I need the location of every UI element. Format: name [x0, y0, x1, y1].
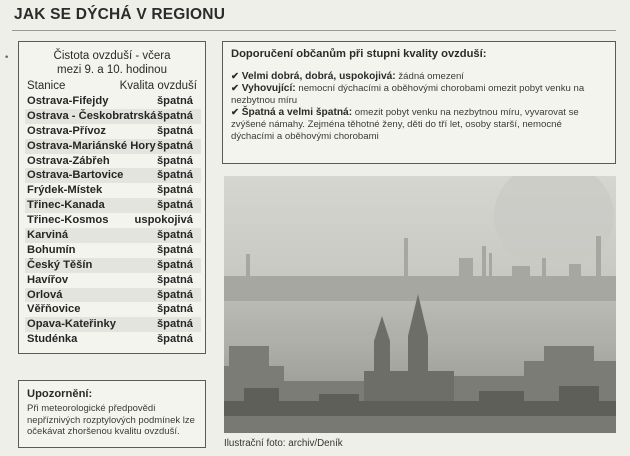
table-row: [25, 109, 201, 124]
station-name: Frýdek-Místek: [27, 184, 103, 197]
table-row: [25, 288, 201, 303]
table-row: [25, 302, 201, 317]
station-name: Havířov: [27, 273, 69, 286]
column-header-station: Stanice: [27, 80, 66, 92]
quality-value: uspokojivá: [134, 214, 193, 227]
quality-value: špatná: [156, 124, 193, 137]
recommendation-list: [231, 71, 607, 143]
quality-value: špatná: [156, 288, 193, 301]
quality-value: špatná: [156, 303, 193, 316]
table-row: [25, 154, 201, 169]
bullet-dot-icon: •: [4, 53, 10, 63]
recommendation-label: Vyhovující:: [241, 83, 296, 94]
table-row: [25, 168, 201, 183]
station-name: Třinec-Kanada: [27, 199, 105, 212]
photo-caption: Ilustrační foto: archiv/Deník: [224, 438, 343, 449]
quality-value: špatná: [156, 95, 193, 107]
table-row: [25, 139, 201, 154]
quality-value: špatná: [156, 139, 193, 152]
quality-value: špatná: [156, 243, 193, 256]
city-smog-photo: [224, 176, 616, 433]
quality-value: špatná: [156, 273, 193, 286]
table-row: [25, 228, 201, 243]
table-row: [25, 273, 201, 288]
table-rows: [25, 94, 205, 347]
table-row: [25, 258, 201, 273]
warning-title: Upozornění:: [27, 388, 93, 400]
table-title-line2: mezi 9. a 10. hodinou: [57, 64, 167, 76]
recommendation-item: [231, 71, 607, 83]
station-name: Ostrava-Mariánské Hory: [27, 139, 156, 152]
recommendation-label: Špatná a velmi špatná:: [241, 107, 353, 118]
recommendation-title: Doporučení občanům při stupni kvality ovzduší:: [231, 48, 487, 60]
headline-rule: [12, 30, 616, 31]
station-name: Věřňovice: [27, 303, 81, 316]
table-row: [25, 183, 201, 198]
quality-value: špatná: [156, 169, 193, 182]
station-name: Ostrava-Zábřeh: [27, 154, 110, 167]
station-name: Orlová: [27, 288, 63, 301]
table-row: [25, 94, 201, 109]
recommendation-item: [231, 107, 607, 143]
quality-value: špatná: [156, 318, 193, 331]
checkmark-icon: ✔: [231, 83, 242, 94]
station-name: Studénka: [27, 333, 78, 346]
table-row: [25, 124, 201, 139]
table-row: [25, 213, 201, 228]
recommendation-text: nemocní dýchacími a oběhovými chorobami omezit pobyt venku na nezbytnou míru: [231, 83, 585, 106]
headline: JAK SE DÝCHÁ V REGIONU: [14, 6, 226, 23]
table-title-line1: Čistota ovzduší - včera: [53, 50, 171, 62]
checkmark-icon: ✔: [231, 71, 242, 82]
recommendation-box: [222, 41, 616, 164]
quality-value: špatná: [156, 258, 193, 271]
quality-value: špatná: [156, 229, 193, 242]
recommendation-text: omezit pobyt venku na nezbytnou míru, vyvarovat se zvýšené námahy. Zejména těhotné ženy, děti do tří let, osoby starší, nemocné dýchacími a oběhovými chorobami: [231, 107, 579, 142]
station-name: Ostrava - Českobratrská: [27, 109, 157, 122]
warning-text: Při meteorologické předpovědi nepříznivých rozptylových podmínek lze očekávat zhoršenou kvalitu ovzduší.: [27, 403, 195, 438]
station-name: Ostrava-Přívoz: [27, 124, 106, 137]
recommendation-item: [231, 83, 607, 107]
table-row: [25, 243, 201, 258]
column-header-quality: Kvalita ovzduší: [119, 80, 197, 92]
table-row: [25, 317, 201, 332]
air-quality-table: [18, 41, 206, 354]
quality-value: špatná: [156, 154, 193, 167]
station-name: Bohumín: [27, 243, 76, 256]
station-name: Třinec-Kosmos: [27, 214, 109, 227]
table-row: [25, 332, 201, 347]
table-header: [27, 80, 205, 94]
station-name: Karviná: [27, 229, 69, 242]
station-name: Ostrava-Fifejdy: [27, 95, 109, 107]
checkmark-icon: ✔: [231, 107, 242, 118]
recommendation-label: Velmi dobrá, dobrá, uspokojivá:: [241, 71, 396, 82]
station-name: Ostrava-Bartovice: [27, 169, 124, 182]
quality-value: špatná: [156, 184, 193, 197]
station-name: Opava-Kateřinky: [27, 318, 116, 331]
table-row: [25, 198, 201, 213]
warning-box: [18, 380, 206, 448]
quality-value: špatná: [156, 333, 193, 346]
recommendation-text: žádná omezení: [395, 71, 464, 82]
quality-value: špatná: [156, 199, 193, 212]
station-name: Český Těšín: [27, 258, 93, 271]
quality-value: špatná: [156, 109, 193, 122]
